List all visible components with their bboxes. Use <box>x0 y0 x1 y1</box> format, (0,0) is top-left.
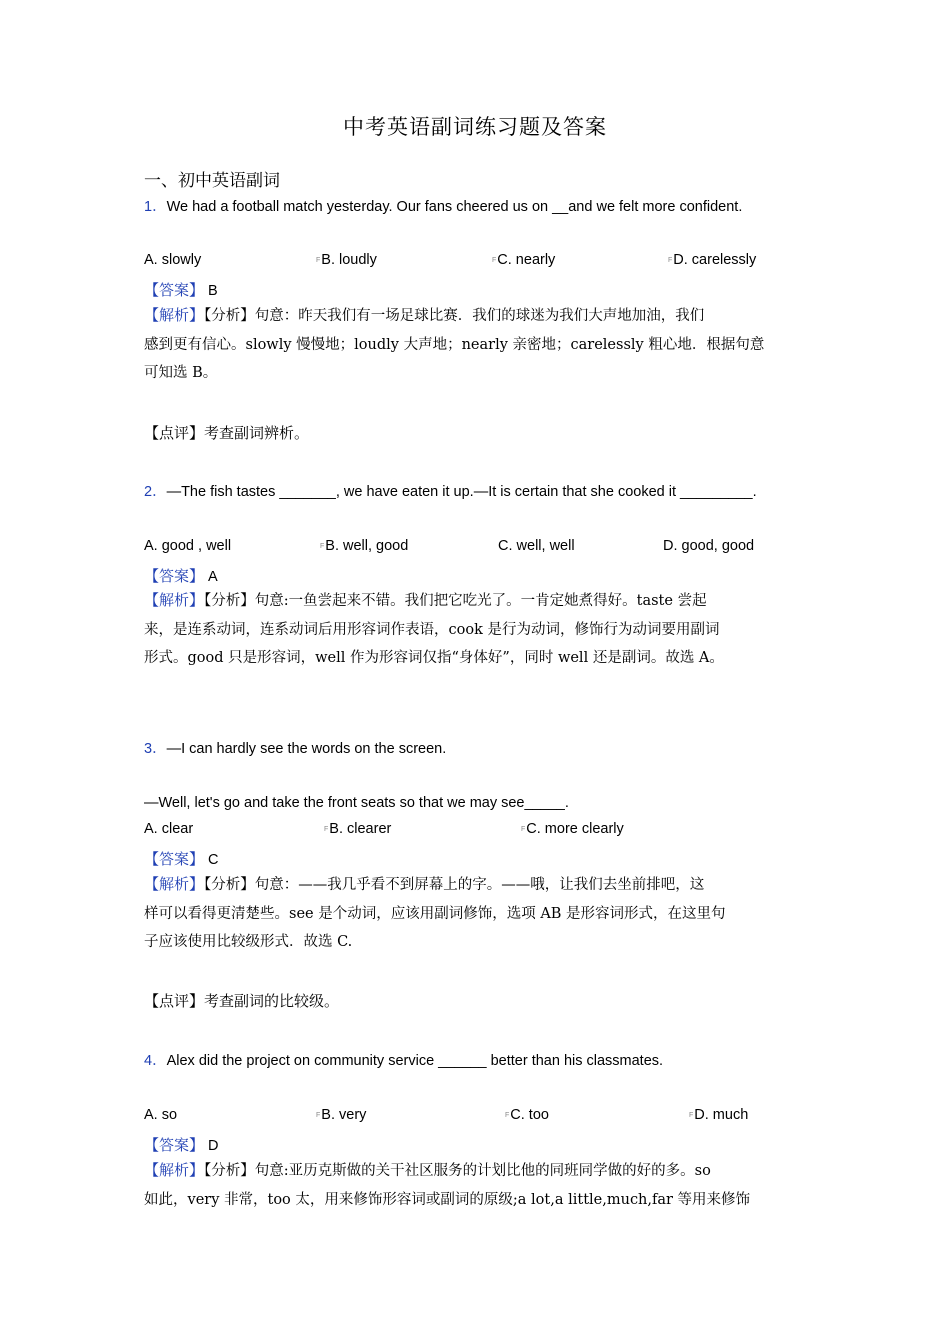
option-b: FB. well, good <box>320 538 409 554</box>
question-number: 4． <box>144 1053 167 1069</box>
question-2 <box>144 480 757 501</box>
analysis-block: 【解析】【分析】句意：昨天我们有一场足球比赛．我们的球迷为我们大声地加油，我们 感到更有信心。slowly 慢慢地；loudly 大声地；nearly 亲密地；carelessly 粗心地．根据句意 可知选 B。 <box>144 307 765 381</box>
question-3 <box>144 737 446 758</box>
option-b: FB. very <box>316 1107 367 1123</box>
option-d: D. good, good <box>663 538 755 554</box>
answer-line: 【答案】 D <box>144 1137 219 1154</box>
option-b: FB. loudly <box>316 252 377 268</box>
analysis-block: 【解析】【分析】句意:亚历克斯做的关干社区服务的计划比他的同班同学做的好的多。so 如此，very 非常，too 太，用来修饰形容词或副词的原级;a lot,a little,much,far 等用来修饰 <box>144 1162 751 1208</box>
answer-value: B <box>208 283 218 299</box>
question-text: We had a football match yesterday. Our fans cheered us on __and we felt more confident. <box>166 199 743 215</box>
option-a: A. so <box>144 1107 178 1123</box>
answer-value: A <box>208 569 218 585</box>
comment-line: 【点评】考查副词的比较级。 <box>144 992 340 1010</box>
page-title: 中考英语副词练习题及答案 <box>343 115 607 139</box>
answer-line: 【答案】 B <box>144 282 218 299</box>
option-d: FD. much <box>689 1107 749 1123</box>
option-c: FC. nearly <box>492 252 556 268</box>
analysis-block: 【解析】【分析】句意：——我几乎看不到屏幕上的字。——哦，让我们去坐前排吧，这 样可以看得更清楚些。see 是个动词，应该用副词修饰，选项 AB 是形容词形式，在这里句 子应该使用比较级形式．故选 C. <box>144 876 726 950</box>
option-b: FB. clearer <box>324 821 392 837</box>
option-d: FD. carelessly <box>668 252 757 268</box>
question-1 <box>144 195 742 216</box>
answer-value: C <box>208 852 219 868</box>
question-text: —I can hardly see the words on the screen. <box>166 741 447 757</box>
question-4 <box>144 1049 663 1070</box>
question-number: 2． <box>144 484 167 500</box>
section-heading: 一、初中英语副词 <box>144 171 280 191</box>
option-c: C. well, well <box>498 538 575 554</box>
question-number: 3． <box>144 741 167 757</box>
option-a: A. clear <box>144 821 194 837</box>
option-a: A. good , well <box>144 538 232 554</box>
question-text: —The fish tastes _______, we have eaten it up.—It is certain that she cooked it _________. <box>166 484 757 500</box>
question-number: 1． <box>144 199 167 215</box>
option-c: FC. more clearly <box>521 821 624 837</box>
analysis-block: 【解析】【分析】句意:一鱼尝起来不错。我们把它吃光了。一肯定她煮得好。taste 尝起 来，是连系动词，连系动词后用形容词作表语，cook 是行为动词，修饰行为动词要用副词 形式。good 只是形容词，well 作为形容词仅指“身体好”，同时 well 还是副词。故选 A。 <box>144 592 724 666</box>
comment-line: 【点评】考查副词辨析。 <box>144 424 310 442</box>
question-3-dialogue: —Well, let's go and take the front seats so that we may see_____. <box>144 795 569 811</box>
answer-line: 【答案】 A <box>144 568 218 585</box>
option-c: FC. too <box>505 1107 549 1123</box>
answer-value: D <box>208 1138 219 1154</box>
question-text: Alex did the project on community service ______ better than his classmates. <box>166 1053 664 1069</box>
option-a: A. slowly <box>144 252 202 268</box>
answer-line: 【答案】 C <box>144 851 219 868</box>
